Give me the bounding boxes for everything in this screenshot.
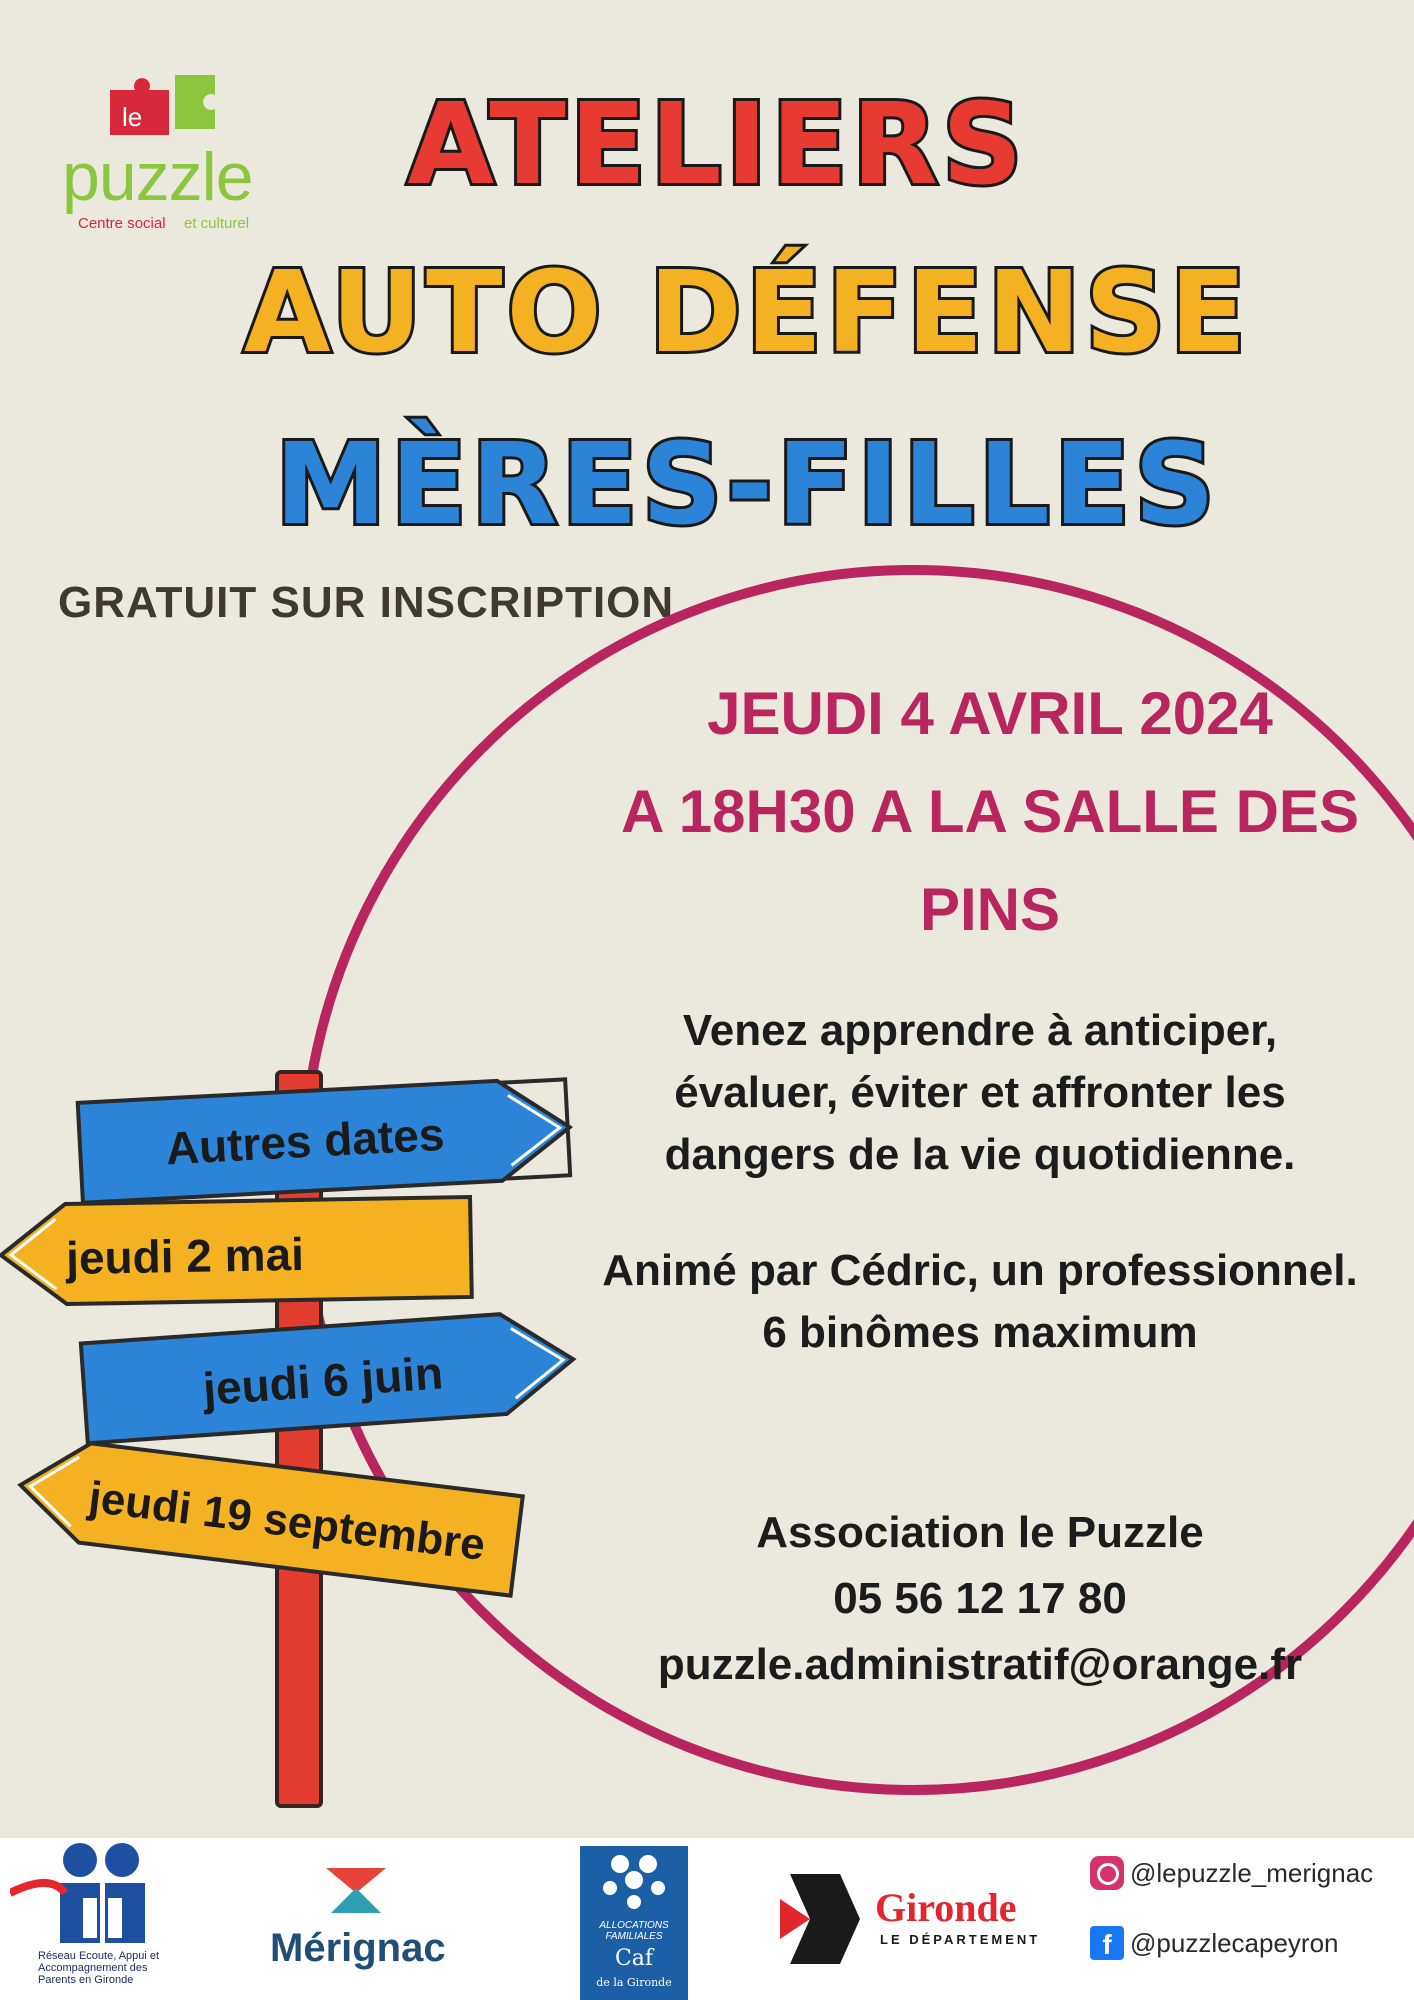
facebook-handle: @puzzlecapeyron <box>1130 1927 1339 1958</box>
reaap-logo <box>10 1838 180 2000</box>
instagram-link[interactable] <box>1090 1856 1373 1890</box>
event-line-3: PINS <box>919 876 1061 943</box>
caf-logo <box>580 1846 688 2000</box>
gironde-arrow-icon <box>780 1874 860 1964</box>
event-line-2: A 18H30 A LA SALLE DES <box>621 778 1359 845</box>
social-links <box>1090 1856 1410 1996</box>
description-line-3: dangers de la vie quotidienne. <box>664 1130 1296 1179</box>
gironde-logo <box>780 1874 1060 1974</box>
sign-label: jeudi 6 juin <box>201 1346 445 1416</box>
gironde-text: Gironde <box>875 1885 1017 1930</box>
facebook-link[interactable] <box>1090 1926 1339 1960</box>
merignac-triangle-icon <box>326 1868 386 1918</box>
sign-label: jeudi 19 septembre <box>86 1472 488 1570</box>
description-line-1: Venez apprendre à anticiper, <box>682 1006 1278 1055</box>
animator-block <box>540 1240 1414 1364</box>
title-line-2: AUTO DÉFENSE <box>243 248 1251 378</box>
caf-figures-icon <box>580 1846 688 1916</box>
sign-label: Autres dates <box>164 1107 446 1175</box>
gironde-sub: LE DÉPARTEMENT <box>880 1932 1041 1947</box>
contact-phone: 05 56 12 17 80 <box>833 1574 1127 1623</box>
caf-name: Caf <box>614 1946 654 1971</box>
description-line-2: évaluer, éviter et affronter les <box>674 1068 1286 1117</box>
description-line-5: 6 binômes maximum <box>762 1308 1198 1357</box>
sign-label: jeudi 2 mai <box>65 1227 305 1285</box>
contact-block <box>540 1500 1414 1698</box>
family-icon <box>10 1838 170 1948</box>
logo-tagline-b: et culturel <box>184 215 250 232</box>
instagram-icon <box>1090 1856 1124 1890</box>
description-block <box>540 1000 1414 1186</box>
gratuit-label: GRATUIT SUR INSCRIPTION <box>58 578 675 627</box>
merignac-text: Mérignac <box>270 1926 446 1970</box>
logo-tagline-a: Centre social <box>78 215 166 232</box>
title-line-1: ATELIERS <box>407 80 1027 210</box>
event-date <box>560 665 1414 959</box>
caf-top-text: ALLOCATIONS FAMILIALES <box>599 1920 669 1942</box>
merignac-logo <box>270 1868 446 1988</box>
partners-footer <box>0 1838 1414 2000</box>
contact-name: Association le Puzzle <box>756 1508 1204 1557</box>
facebook-icon: f <box>1090 1926 1124 1960</box>
caf-sub: de la Gironde <box>596 1976 672 1989</box>
logo-puzzle: puzzle <box>62 139 253 215</box>
description-line-4: Animé par Cédric, un professionnel. <box>602 1246 1358 1295</box>
reaap-caption: Réseau Ecoute, Appui et Accompagnement des Parents en Gironde <box>38 1950 160 1986</box>
sign-jeudi-2-mai <box>4 1201 476 1309</box>
title-line-3: MÈRES-FILLES <box>275 420 1219 550</box>
contact-email: puzzle.administratif@orange.fr <box>657 1640 1303 1689</box>
logo-le: le <box>122 102 143 132</box>
event-line-1: JEUDI 4 AVRIL 2024 <box>707 680 1273 747</box>
instagram-handle: @lepuzzle_merignac <box>1130 1857 1374 1888</box>
